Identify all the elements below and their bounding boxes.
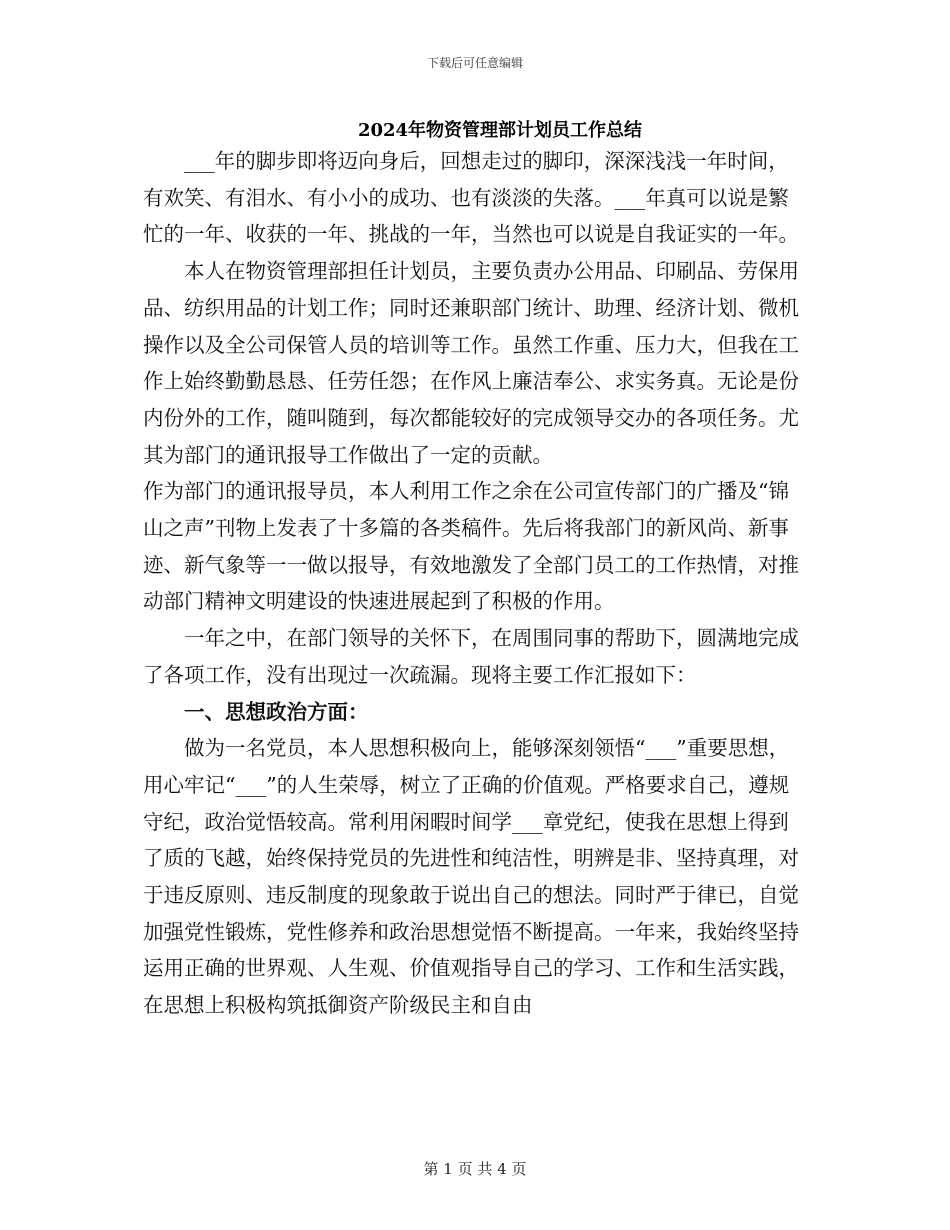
paragraph-responsibilities: 本人在物资管理部担任计划员，主要负责办公用品、印刷品、劳保用品、纺织用品的计划工作；同时还兼职部门统计、助理、经济计划、微机操作以及全公司保管人员的培训等工作。虽然工作重、压力大，但我在工作上始终勤勤恳恳、任劳任怨；在作风上廉洁奉公、求实务真。无论是份内份外的工作，随叫随到，每次都能较好的完成领导交办的各项任务。尤其为部门的通讯报导工作做出了一定的贡献。: [143, 259, 799, 467]
page-header: 下载后可任意编辑: [426, 56, 523, 70]
paragraph-intro: ___年的脚步即将迈向身后，回想走过的脚印，深深浅浅一年时间，有欢笑、有泪水、有小小的成功、也有淡淡的失落。___年真可以说是繁忙的一年、收获的一年、挑战的一年，当然也可以说是自我证实的一年。: [143, 149, 799, 247]
paragraph-reporting: 作为部门的通讯报导员，本人利用工作之余在公司宣传部门的广播及“锦山之声”刊物上发表了十多篇的各类稿件。先后将我部门的新风尚、新事迹、新气象等一一做以报导，有效地激发了全部门员工的工作热情，对推动部门精神文明建设的快速进展起到了积极的作用。: [143, 479, 799, 614]
document-body: [143, 143, 808, 1024]
page-number-footer: 第 1 页 共 4 页: [423, 1160, 527, 1178]
document-title: 2024年物资管理部计划员工作总结: [357, 120, 643, 141]
section-heading-political: 一、思想政治方面：: [184, 699, 369, 724]
paragraph-summary: 一年之中，在部门领导的关怀下，在周围同事的帮助下，圆满地完成了各项工作，没有出现过一次疏漏。现将主要工作汇报如下：: [143, 626, 799, 687]
paragraph-political: 做为一名党员，本人思想积极向上，能够深刻领悟“___”重要思想，用心牢记“___”的人生荣辱，树立了正确的价值观。严格要求自己，遵规守纪，政治觉悟较高。常利用闲暇时间学___章党纪，使我在思想上得到了质的飞越，始终保持党员的先进性和纯洁性，明辨是非、坚持真理，对于违反原则、违反制度的现象敢于说出自己的想法。同时严于律已，自觉加强党性锻炼，党性修养和政治思想觉悟不断提高。一年来，我始终坚持运用正确的世界观、人生观、价值观指导自己的学习、工作和生活实践，在思想上积极构筑抵御资产阶级民主和自由: [143, 736, 799, 1018]
